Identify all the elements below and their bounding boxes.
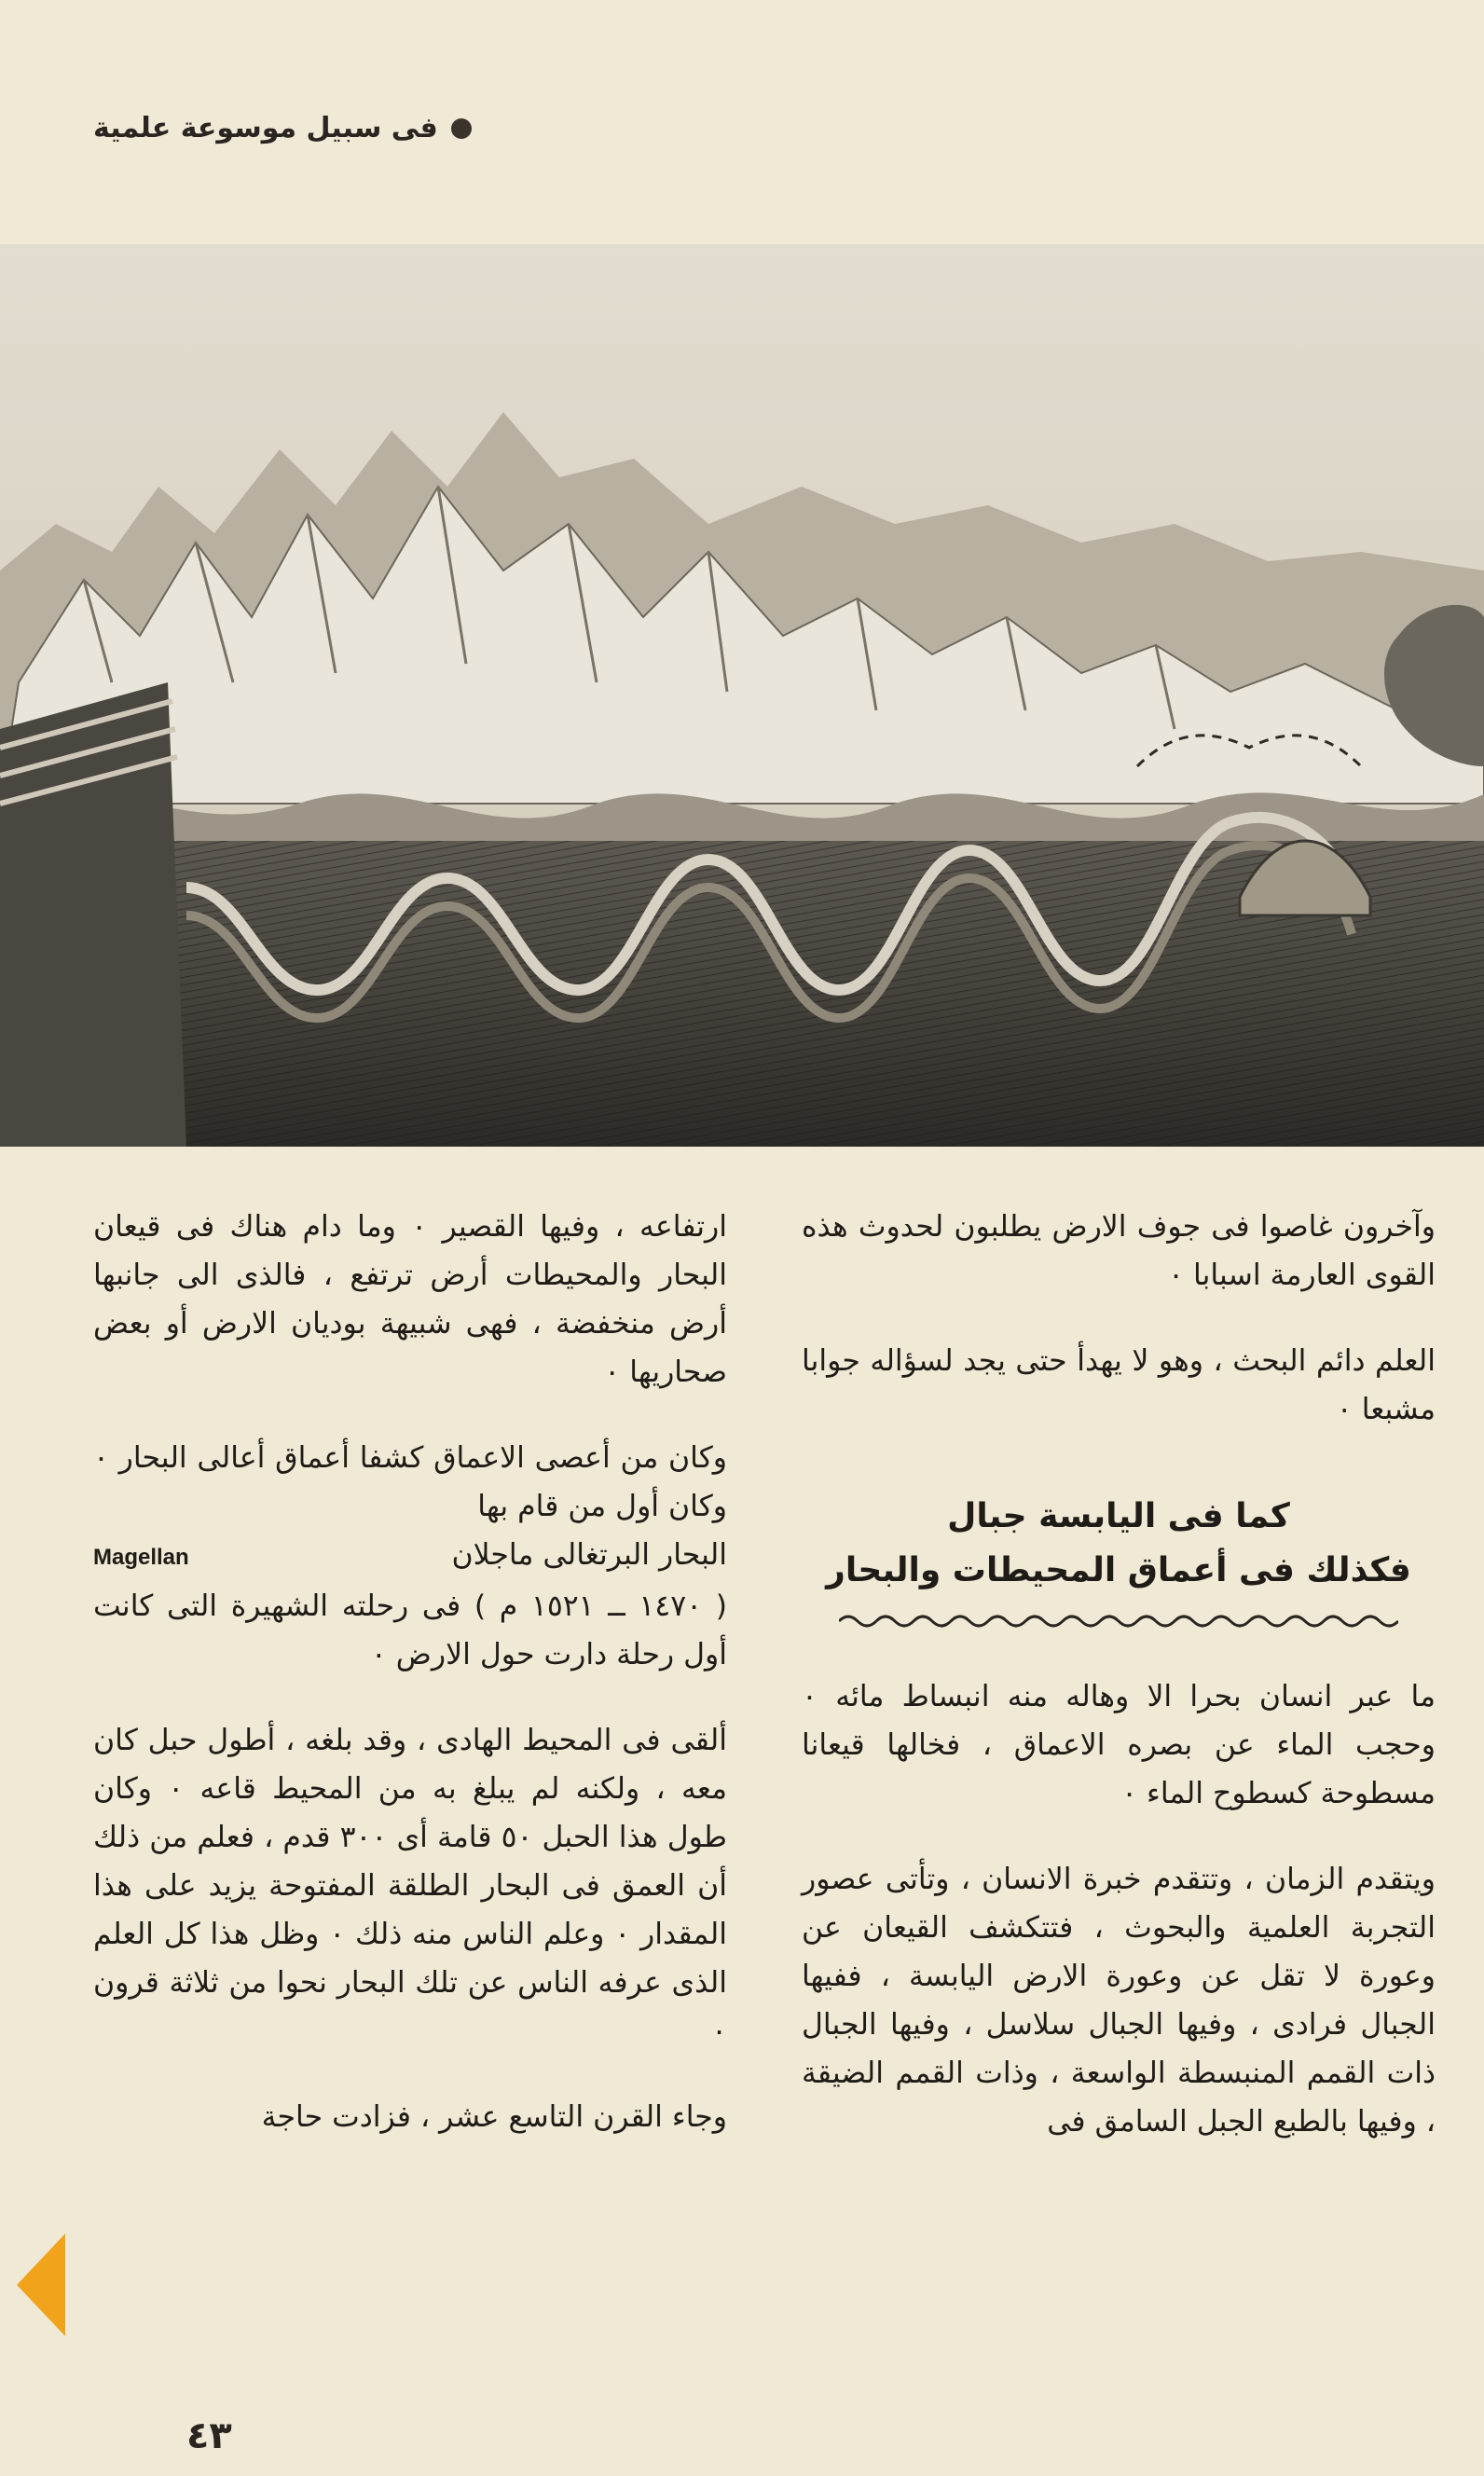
- paragraph-text: ( ١٤٧٠ ــ ١٥٢١ م ) فى رحلته الشهيرة التى كانت أول رحلة دارت حول الارض ٠: [93, 1589, 728, 1671]
- page-number: ٤٣: [186, 2414, 232, 2457]
- paragraph-text: وكان من أعصى الاعماق كشفا أعماق أعالى البحار ٠ وكان أول من قام بها: [93, 1441, 727, 1523]
- mountain-cross-section-illustration: [0, 244, 1484, 1147]
- running-title: فى سبيل موسوعة علمية: [93, 112, 438, 144]
- left-column: [93, 1203, 727, 2179]
- magellan-line: [93, 1531, 727, 1582]
- section-heading-line: فكذلك فى أعماق المحيطات والبحار: [826, 1551, 1411, 1589]
- running-header: [93, 112, 472, 144]
- paragraph: وجاء القرن التاسع عشر ، فزادت حاجة: [261, 2100, 727, 2134]
- paragraph: وآخرون غاصوا فى جوف الارض يطلبون لحدوث هذه القوى العارمة اسبابا ٠: [802, 1210, 1436, 1292]
- wavy-divider-icon: [839, 1607, 1398, 1635]
- magellan-latin: Magellan: [93, 1545, 189, 1570]
- paragraph: ألقى فى المحيط الهادى ، وقد بلغه ، أطول حبل كان معه ، ولكنه لم يبلغ به من المحيط قاعه ٠ وكان طول هذا الحبل ٥٠ قامة أى ٣٠٠ قدم ، فعلم من ذلك أن العمق فى البحار الطلقة المفتوحة يزيد على هذا المقدار ٠ وعلم الناس منه ذلك ٠ وظل هذا كل العلم الذى عرفه الناس عن تلك البحار نحوا من ثلاثة قرون ٠: [93, 1724, 727, 2048]
- paragraph: ما عبر انسان بحرا الا وهاله منه انبساط مائه ٠ وحجب الماء عن بصره الاعماق ، فخالها قيعانا مسطوحة كسطوح الماء ٠: [802, 1680, 1436, 1810]
- bullet-icon: [451, 118, 472, 139]
- illustration-drawing: [0, 244, 1484, 1147]
- section-heading: [802, 1490, 1436, 1598]
- paragraph: العلم دائم البحث ، وهو لا يهدأ حتى يجد لسؤاله جوابا مشبعا ٠: [802, 1344, 1436, 1426]
- right-column: [802, 1203, 1436, 2183]
- paragraph-magellan: [93, 1434, 727, 1679]
- paragraph: ويتقدم الزمان ، وتتقدم خبرة الانسان ، وتأتى عصور التجربة العلمية والبحوث ، فتتكشف القيعان عن وعورة لا تقل عن وعورة الارض اليابسة ، ففيها الجبال فرادى ، وفيها الجبال سلاسل ، وفيها الجبال ذات القمم المنبسطة الواسعة ، وذات القمم الضيقة ، وفيها بالطبع الجبل السامق فى: [802, 1863, 1436, 2139]
- magellan-arabic: البحار البرتغالى ماجلان: [451, 1538, 727, 1572]
- previous-page-arrow-icon[interactable]: [17, 2234, 65, 2336]
- paragraph: ارتفاعه ، وفيها القصير ٠ وما دام هناك فى قيعان البحار والمحيطات أرض ترتفع ، فالذى الى جانبها أرض منخفضة ، فهى شبيهة بوديان الارض أو بعض صحاريها ٠: [93, 1210, 727, 1389]
- section-heading-line: كما فى اليابسة جبال: [947, 1497, 1290, 1535]
- text-columns: [93, 1203, 1436, 2284]
